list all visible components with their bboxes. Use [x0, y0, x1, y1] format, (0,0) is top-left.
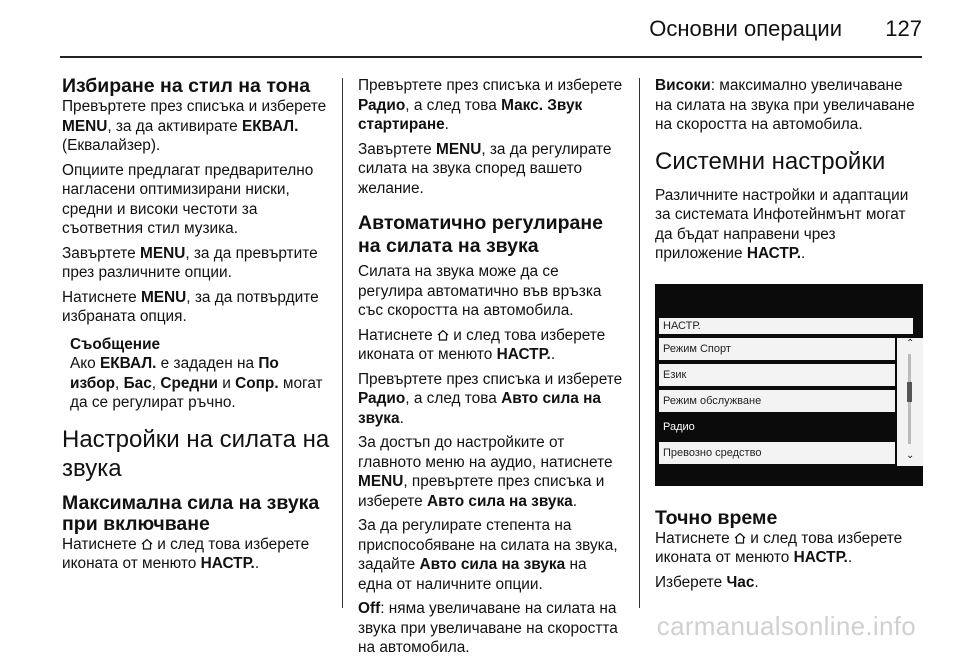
- text: , за да потвърдите избраната опция.: [62, 288, 319, 325]
- text: .: [801, 245, 806, 262]
- home-icon: [734, 532, 746, 544]
- text: .: [754, 573, 759, 591]
- text-bold: НАСТР.: [793, 549, 848, 566]
- text: , за да активирате: [107, 117, 242, 135]
- column-1: [62, 76, 330, 579]
- paragraph: [62, 244, 330, 283]
- home-icon: [437, 329, 449, 341]
- text: Натиснете: [62, 288, 141, 306]
- watermark: carmanualsonline.info: [656, 611, 916, 641]
- column-3: [655, 76, 923, 597]
- text: ,: [115, 374, 124, 392]
- text-bold: НАСТР.: [496, 346, 551, 363]
- text: е зададен на: [156, 355, 259, 372]
- text: и след това изберете иконата от менюто: [62, 535, 310, 572]
- text: .: [550, 346, 556, 363]
- page-title: Основни операции: [649, 16, 842, 41]
- text: За достъп до настройките от главното меню на аудио, натиснете: [358, 434, 613, 471]
- text-bold: MENU: [436, 140, 482, 158]
- menu-item-service-mode[interactable]: Режим обслужване: [659, 390, 895, 412]
- text-bold: НАСТР.: [746, 245, 802, 262]
- text-bold: Макс. Звук стартиране: [358, 96, 583, 133]
- paragraph: Силата на звука може да се регулира автоматично във връзка със скоростта на автомобила.: [358, 263, 602, 319]
- text: , а след това: [405, 96, 502, 114]
- text: Ако: [70, 355, 101, 372]
- text: ,: [151, 374, 161, 392]
- text: : максимално увеличаване на силата на звука при увеличаване на скоростта на автомобила.: [655, 77, 915, 133]
- text-bold: ЕКВАЛ.: [100, 355, 157, 372]
- text-bold: НАСТР.: [200, 555, 255, 572]
- paragraph: [655, 186, 923, 264]
- text: , за да превъртите през различните опции.: [62, 244, 318, 281]
- text-bold: MENU: [62, 117, 108, 135]
- heading-volume-settings: Настройки на силата на звука: [62, 425, 330, 482]
- paragraph: [655, 76, 923, 135]
- text: Завъртете: [62, 244, 140, 262]
- screen-header: НАСТР.: [659, 318, 913, 334]
- paragraph: [655, 529, 923, 568]
- home-icon: [141, 538, 153, 550]
- chevron-up-icon[interactable]: ⌃: [906, 337, 915, 349]
- paragraph: [358, 326, 624, 365]
- column-divider: [342, 78, 343, 608]
- text: Различните настройки и адаптации за системата Инфотейнмънт могат да бъдат направени чрез приложение: [655, 186, 909, 262]
- chevron-down-icon[interactable]: ⌄: [906, 449, 915, 461]
- paragraph: [655, 573, 923, 593]
- paragraph: [62, 535, 330, 574]
- note-text: [70, 354, 330, 413]
- paragraph: [358, 516, 624, 594]
- page-number: 127: [885, 16, 922, 41]
- text: и: [217, 374, 236, 392]
- text-bold: Радио: [358, 96, 406, 114]
- text: .: [847, 549, 853, 566]
- text: Натиснете: [358, 326, 437, 344]
- text-bold: Авто сила на звука: [427, 492, 573, 510]
- text: .: [444, 116, 449, 133]
- text: Превъртете през списъка и изберете: [62, 98, 327, 115]
- paragraph: [358, 370, 624, 429]
- text-bold: Off: [358, 600, 381, 617]
- menu-item-radio[interactable]: Радио: [659, 416, 895, 438]
- menu-item-language[interactable]: Език: [659, 364, 895, 386]
- column-2: [358, 76, 624, 663]
- text: могат да се регулират ръчно.: [70, 374, 323, 411]
- text-bold: Час: [726, 573, 755, 591]
- text-bold: MENU: [140, 288, 187, 306]
- menu-item-vehicle[interactable]: Превозно средство: [659, 442, 895, 464]
- text-bold: Бас: [123, 374, 152, 392]
- scrollbar-thumb[interactable]: [907, 382, 912, 402]
- settings-screenshot: [655, 284, 923, 486]
- heading-tone-style: Избиране на стил на тона: [62, 75, 311, 97]
- paragraph: [358, 76, 624, 135]
- text: : няма увеличаване на силата на звука при увеличаване на скоростта на автомобила.: [358, 600, 618, 656]
- menu-item-sport-mode[interactable]: Режим Спорт: [659, 338, 895, 360]
- text: , за да регулирате силата на звука според вашето желание.: [358, 140, 612, 197]
- text: и след това изберете иконата от менюто: [358, 326, 606, 363]
- screen-menu-list: [659, 338, 895, 468]
- heading-max-startup-volume: Максимална сила на звука при включване: [62, 491, 320, 535]
- text: .: [572, 492, 577, 510]
- text: (Еквалайзер).: [62, 137, 161, 154]
- text: За да регулирате степента на приспособяване на силата на звука, задайте: [358, 517, 618, 573]
- page-header: [60, 0, 922, 58]
- text: Превъртете през списъка и изберете: [358, 370, 623, 388]
- paragraph: [358, 140, 624, 199]
- paragraph: [62, 97, 330, 156]
- text: Натиснете: [655, 529, 734, 547]
- text: .: [254, 555, 260, 572]
- text: Завъртете: [358, 140, 436, 158]
- text: Превъртете през списъка и изберете: [358, 77, 623, 94]
- paragraph: Опциите предлагат предварително нагласени оптимизирани ниски, средни и високи честоти за съответния стил музика.: [62, 161, 314, 237]
- text-bold: Радио: [358, 390, 406, 407]
- heading-time: Точно време: [655, 506, 778, 529]
- text: .: [399, 409, 404, 427]
- text-bold: ЕКВАЛ.: [241, 117, 299, 135]
- text-bold: Високи: [655, 77, 711, 94]
- text-bold: Авто сила на звука: [419, 556, 566, 573]
- text: , превъртете през списъка и изберете: [358, 473, 605, 510]
- text: Натиснете: [62, 535, 141, 553]
- text: , а след това: [405, 390, 502, 407]
- heading-auto-volume: Автоматично регулиране на силата на звука: [358, 212, 603, 257]
- paragraph: [358, 433, 624, 511]
- text-bold: MENU: [358, 473, 404, 490]
- text-bold: Сопр.: [235, 374, 279, 392]
- text: на една от наличните опции.: [358, 556, 587, 593]
- text: Изберете: [655, 573, 727, 591]
- note-title: Съобщение: [70, 335, 161, 353]
- paragraph: [62, 288, 330, 327]
- column-divider: [639, 78, 640, 608]
- heading-system-settings: Системни настройки: [655, 147, 886, 175]
- note-box: [70, 335, 330, 413]
- text-bold: Авто сила на звука: [358, 390, 601, 427]
- paragraph: [358, 599, 624, 658]
- text-bold: По избор: [70, 355, 279, 392]
- text-bold: MENU: [140, 244, 186, 262]
- text-bold: Средни: [160, 374, 218, 392]
- text: и след това изберете иконата от менюто: [655, 529, 903, 566]
